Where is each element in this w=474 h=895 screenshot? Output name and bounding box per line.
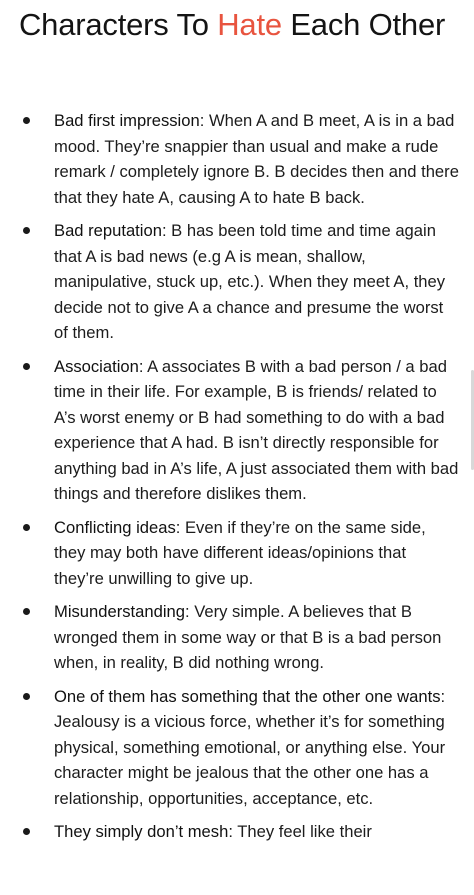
list-item — [0, 218, 474, 346]
reasons-list — [0, 108, 474, 853]
item-term: Bad first impression — [54, 111, 200, 130]
item-text: : Jealousy is a vicious force, whether it’s for something physical, something emotional, or anything else. Your character might be jealous that the other one has a relationship, opportunities, acceptance, etc. — [54, 686, 446, 808]
item-term: One of them has something that the other one wants — [54, 686, 441, 706]
item-text: : B has been told time and time again that A is bad news (e.g A is mean, shallow, manipulative, stuck up, etc.). When they meet A, they decide not to give A a chance and presume the worst of them. — [54, 221, 446, 342]
list-item — [0, 354, 474, 507]
item-term: Bad reputation — [54, 221, 162, 240]
item-term: Misunderstanding — [54, 602, 185, 621]
list-item — [0, 108, 474, 210]
bullet-icon — [23, 117, 30, 124]
bullet-icon — [23, 828, 30, 835]
item-text: : Very simple. A believes that B wronged them in some way or that B is a bad person when, in reality, B did nothing wrong. — [54, 602, 442, 672]
list-item — [0, 599, 474, 676]
list-item — [0, 819, 474, 845]
title-accent-word: Hate — [217, 7, 282, 42]
bullet-icon — [23, 227, 30, 234]
item-text: : A associates B with a bad person / a bad time in their life. For example, B is friends/ related to A’s worst enemy or B had something to do with a bad experience that A had. B isn’t directly responsible for anything bad in A’s life, A just associated them with bad things and therefore dislikes them. — [54, 356, 459, 503]
list-item — [0, 515, 474, 592]
list-item — [0, 684, 474, 812]
bullet-icon — [23, 524, 30, 531]
item-term: Conflicting ideas — [54, 517, 176, 537]
item-text: : They feel like their — [228, 822, 372, 841]
item-term: They simply don’t mesh — [54, 822, 229, 841]
page-title — [19, 2, 459, 48]
item-term: Association — [54, 356, 139, 376]
title-after: Each Other — [281, 7, 446, 42]
bullet-icon — [23, 608, 30, 615]
item-text: : Even if they’re on the same side, they may both have different ideas/opinions that they’re unwilling to give up. — [54, 517, 426, 588]
title-before: Characters To — [19, 7, 218, 42]
item-text: : When A and B meet, A is in a bad mood. They’re snappier than usual and make a rude remark / completely ignore B. B decides then and there that they hate A, causing A to hate B back. — [54, 111, 459, 207]
bullet-icon — [23, 363, 30, 370]
bullet-icon — [23, 693, 30, 700]
